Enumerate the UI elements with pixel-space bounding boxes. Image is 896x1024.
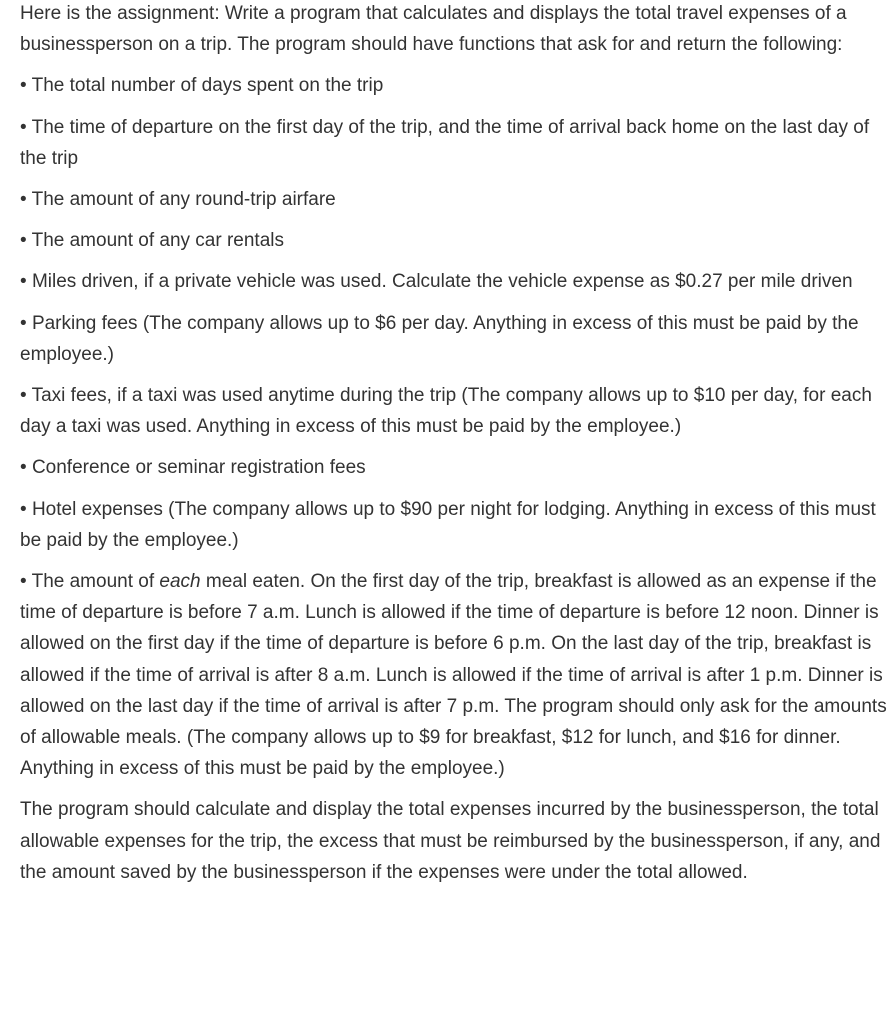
bullet-item-parking-fees: • Parking fees (The company allows up to $6 per day. Anything in excess of this must be paid by the employee.) bbox=[20, 308, 888, 370]
closing-paragraph: The program should calculate and display the total expenses incurred by the businessperson, the total allowable expenses for the trip, the excess that must be reimbursed by the businessperson, if any, and the amount saved by the businessperson if the expenses were under the total allowed. bbox=[20, 799, 881, 883]
bullet-item-departure-arrival: • The time of departure on the first day of the trip, and the time of arrival back home on the last day of the trip bbox=[20, 112, 888, 174]
bullet-item-taxi-fees: • Taxi fees, if a taxi was used anytime during the trip (The company allows up to $10 per day, for each day a taxi was used. Anything in excess of this must be paid by the employee.) bbox=[20, 380, 888, 442]
bullet-item-hotel-expenses: • Hotel expenses (The company allows up to $90 per night for lodging. Anything in excess of this must be paid by the employee.) bbox=[20, 494, 888, 556]
meal-text-after: meal eaten. On the first day of the trip, breakfast is allowed as an expense if the time of departure is before 7 a.m. Lunch is allowed if the time of departure is before 12 noon. Dinner is allowed on the first day if the time of departure is before 6 p.m. On the last day of the trip, breakfast is allowed if the time of arrival is after 8 a.m. Lunch is allowed if the time of arrival is after 1 p.m. Dinner is allowed on the last day if the time of arrival is after 7 p.m. The program should only ask for the amounts of allowable meals. (The company allows up to $9 for breakfast, $12 for lunch, and $16 for dinner. Anything in excess of this must be paid by the employee.) bbox=[20, 571, 887, 780]
bullet-item-meals bbox=[20, 566, 888, 784]
bullet-item-registration-fees: • Conference or seminar registration fees bbox=[20, 452, 888, 483]
intro-paragraph: Here is the assignment: Write a program that calculates and displays the total travel expenses of a businessperson on a trip. The program should have functions that ask for and return the following: bbox=[20, 3, 847, 56]
assignment-document bbox=[20, 0, 888, 898]
bullet-item-airfare: • The amount of any round-trip airfare bbox=[20, 184, 888, 215]
bullet-item-miles-driven: • Miles driven, if a private vehicle was used. Calculate the vehicle expense as $0.27 per mile driven bbox=[20, 266, 888, 297]
bullet-item-days: • The total number of days spent on the trip bbox=[20, 70, 888, 101]
meal-text-emphasis: each bbox=[159, 571, 201, 593]
meal-text-before: The amount of bbox=[31, 571, 160, 593]
bullet-item-car-rentals: • The amount of any car rentals bbox=[20, 225, 888, 256]
